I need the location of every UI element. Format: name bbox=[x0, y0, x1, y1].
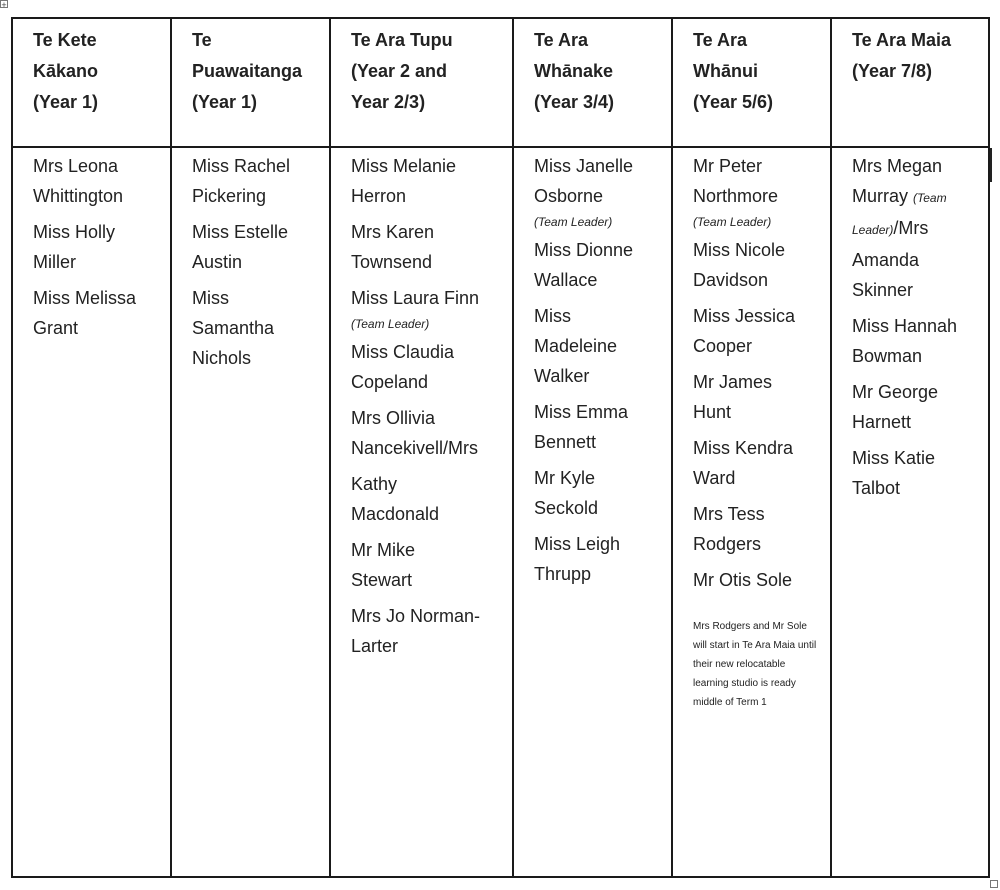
header-line: Te Kete bbox=[33, 30, 97, 50]
staff-entry bbox=[351, 403, 504, 463]
header-line: (Year 5/6) bbox=[693, 92, 774, 112]
staff-name-line: Miss bbox=[192, 288, 229, 308]
staff-name-line: Grant bbox=[33, 318, 79, 338]
header-line: Te Ara Tupu bbox=[351, 30, 453, 50]
staff-entry bbox=[351, 283, 504, 313]
staff-name-line: Mrs Jo Norman- bbox=[351, 606, 481, 626]
staff-entry bbox=[351, 469, 504, 529]
header-line: Te bbox=[192, 30, 212, 50]
staff-entry bbox=[852, 311, 980, 371]
team-leader-note: (Team Leader) bbox=[351, 317, 430, 331]
staff-name-line: Ward bbox=[693, 468, 736, 488]
staff-entry bbox=[693, 235, 822, 295]
staff-name-line: Macdonald bbox=[351, 504, 440, 524]
header-te-ara-tupu bbox=[330, 18, 513, 147]
staff-entry bbox=[534, 529, 663, 589]
staff-entry bbox=[351, 217, 504, 277]
staff-name-line: Mrs Tess bbox=[693, 504, 765, 524]
staff-entry bbox=[351, 535, 504, 595]
staff-name-line: Austin bbox=[192, 252, 243, 272]
staff-name-line: Talbot bbox=[852, 478, 901, 498]
team-leader-note: (Team Leader) bbox=[534, 215, 613, 229]
staff-name-line: Miss Nicole bbox=[693, 240, 786, 260]
staff-cell-te-ara-maia bbox=[831, 147, 989, 877]
staff-name-line: Miss Emma bbox=[534, 402, 628, 422]
staff-name-line: Pickering bbox=[192, 186, 267, 206]
staff-name-line: Samantha bbox=[192, 318, 275, 338]
header-line: Whānui bbox=[693, 61, 758, 81]
staff-cell-te-ara-whanui bbox=[672, 147, 831, 877]
header-line: (Year 1) bbox=[33, 92, 99, 112]
staff-name-line: Bennett bbox=[534, 432, 597, 452]
header-line: (Year 7/8) bbox=[852, 61, 933, 81]
staff-name-line: Whittington bbox=[33, 186, 124, 206]
header-line: Kākano bbox=[33, 61, 99, 81]
staff-name-line: Miss Dionne bbox=[534, 240, 634, 260]
staff-name-line: Townsend bbox=[351, 252, 433, 272]
table-move-handle[interactable]: + bbox=[1, 0, 7, 10]
staff-entry bbox=[534, 301, 663, 391]
staff-name-line: Miss Holly bbox=[33, 222, 116, 242]
staff-name-line: Miss Jessica bbox=[693, 306, 796, 326]
staff-name-line: Rodgers bbox=[693, 534, 762, 554]
staff-entry bbox=[852, 377, 980, 437]
staff-entry bbox=[534, 151, 663, 211]
staff-name-line: Amanda bbox=[852, 250, 920, 270]
staff-entry bbox=[852, 151, 980, 305]
staff-entry bbox=[693, 499, 822, 559]
staff-name-line: Larter bbox=[351, 636, 399, 656]
staff-name-line: Miss Janelle bbox=[534, 156, 634, 176]
staff-entry bbox=[33, 151, 162, 211]
staff-name-line: Mrs Leona bbox=[33, 156, 119, 176]
staff-cell-te-ara-whanake bbox=[513, 147, 672, 877]
staff-name-line: Mr Mike bbox=[351, 540, 415, 560]
header-line: (Year 1) bbox=[192, 92, 258, 112]
staff-name-line: Nichols bbox=[192, 348, 252, 368]
staff-name-line: Mrs Karen bbox=[351, 222, 435, 242]
staff-entry bbox=[693, 151, 822, 211]
staff-entry bbox=[534, 235, 663, 295]
staff-name-line: Miss Kendra bbox=[693, 438, 794, 458]
staff-name-line: Nancekivell/Mrs bbox=[351, 438, 479, 458]
staff-entry bbox=[693, 433, 822, 493]
staff-name-line: Mr James bbox=[693, 372, 773, 392]
header-te-ara-maia bbox=[831, 18, 989, 147]
staff-entry bbox=[351, 151, 504, 211]
staff-name-line: Thrupp bbox=[534, 564, 592, 584]
staff-name-line: Copeland bbox=[351, 372, 429, 392]
header-te-puawaitanga bbox=[171, 18, 330, 147]
staff-entry bbox=[534, 397, 663, 457]
staff-name-line: Miss Melanie bbox=[351, 156, 457, 176]
relocation-note: Mrs Rodgers and Mr Sole will start in Te Ara Maia until their new relocatable learning studio is ready middle of Term 1 bbox=[693, 621, 817, 708]
staff-name-line: Mr Kyle bbox=[534, 468, 596, 488]
staff-entry bbox=[534, 463, 663, 523]
header-line: Whānake bbox=[534, 61, 614, 81]
staff-name-part: /Mrs bbox=[893, 218, 929, 238]
staff-cell-te-ara-tupu bbox=[330, 147, 513, 877]
staff-entry bbox=[33, 217, 162, 277]
staff-entry bbox=[192, 283, 321, 373]
header-line: (Year 3/4) bbox=[534, 92, 615, 112]
staff-name-line: Mr Otis Sole bbox=[693, 570, 793, 590]
staff-name-line: Bowman bbox=[852, 346, 923, 366]
staff-name-line: Herron bbox=[351, 186, 407, 206]
staff-entry bbox=[693, 565, 822, 595]
header-line: (Year 2 and bbox=[351, 61, 448, 81]
staff-entry bbox=[852, 443, 980, 503]
staff-name-line: Wallace bbox=[534, 270, 598, 290]
staff-name-line: Miss Rachel bbox=[192, 156, 291, 176]
text-cursor bbox=[990, 148, 992, 182]
staff-name-line: Harnett bbox=[852, 412, 912, 432]
staff-name-line: Miss Estelle bbox=[192, 222, 289, 242]
staff-name-line: Hunt bbox=[693, 402, 732, 422]
staff-cell-te-puawaitanga bbox=[171, 147, 330, 877]
staff-name-line: Miss Leigh bbox=[534, 534, 621, 554]
team-leader-note: (Team Leader) bbox=[693, 215, 772, 229]
staff-entry bbox=[33, 283, 162, 343]
staff-table bbox=[11, 17, 990, 878]
staff-entry bbox=[693, 301, 822, 361]
header-te-kete-kakano bbox=[12, 18, 171, 147]
staff-name-line: Miss Claudia bbox=[351, 342, 455, 362]
staff-name-line: Northmore bbox=[693, 186, 779, 206]
staff-row bbox=[12, 147, 989, 877]
header-te-ara-whanake bbox=[513, 18, 672, 147]
staff-entry bbox=[192, 217, 321, 277]
staff-name-line: Miss Melissa bbox=[33, 288, 137, 308]
staff-name-line: Kathy bbox=[351, 474, 398, 494]
header-te-ara-whanui bbox=[672, 18, 831, 147]
staff-name-line: Mr George bbox=[852, 382, 939, 402]
staff-name-line bbox=[852, 181, 980, 213]
header-row bbox=[12, 18, 989, 147]
staff-name-line: Osborne bbox=[534, 186, 604, 206]
staff-cell-te-kete-kakano bbox=[12, 147, 171, 877]
staff-entry bbox=[351, 601, 504, 661]
staff-name-line: Mr Peter bbox=[693, 156, 763, 176]
staff-name-line: Madeleine bbox=[534, 336, 618, 356]
staff-name-line: Walker bbox=[534, 366, 590, 386]
header-line: Te Ara Maia bbox=[852, 30, 952, 50]
staff-name-line: Mrs Ollivia bbox=[351, 408, 435, 428]
staff-entry bbox=[351, 337, 504, 397]
staff-name-line: Miss Hannah bbox=[852, 316, 958, 336]
staff-name-line: Miller bbox=[33, 252, 76, 272]
staff-name-line: Skinner bbox=[852, 280, 914, 300]
staff-entry bbox=[192, 151, 321, 211]
staff-name-line bbox=[852, 213, 980, 245]
header-line: Te Ara bbox=[693, 30, 748, 50]
staff-name-part: Murray bbox=[852, 186, 914, 206]
team-leader-note: Leader) bbox=[852, 223, 894, 237]
header-line: Puawaitanga bbox=[192, 61, 303, 81]
staff-name-line: Stewart bbox=[351, 570, 413, 590]
staff-name-line: Miss Katie bbox=[852, 448, 936, 468]
staff-name-line: Davidson bbox=[693, 270, 769, 290]
staff-name-line: Cooper bbox=[693, 336, 753, 356]
staff-name-line: Miss bbox=[534, 306, 571, 326]
header-line: Year 2/3) bbox=[351, 92, 426, 112]
team-leader-note: (Team bbox=[913, 191, 947, 205]
staff-name-line: Seckold bbox=[534, 498, 599, 518]
table-resize-handle[interactable] bbox=[990, 880, 998, 888]
staff-entry bbox=[693, 367, 822, 427]
staff-name-line: Mrs Megan bbox=[852, 156, 943, 176]
staff-name-line: Miss Laura Finn bbox=[351, 288, 480, 308]
header-line: Te Ara bbox=[534, 30, 589, 50]
